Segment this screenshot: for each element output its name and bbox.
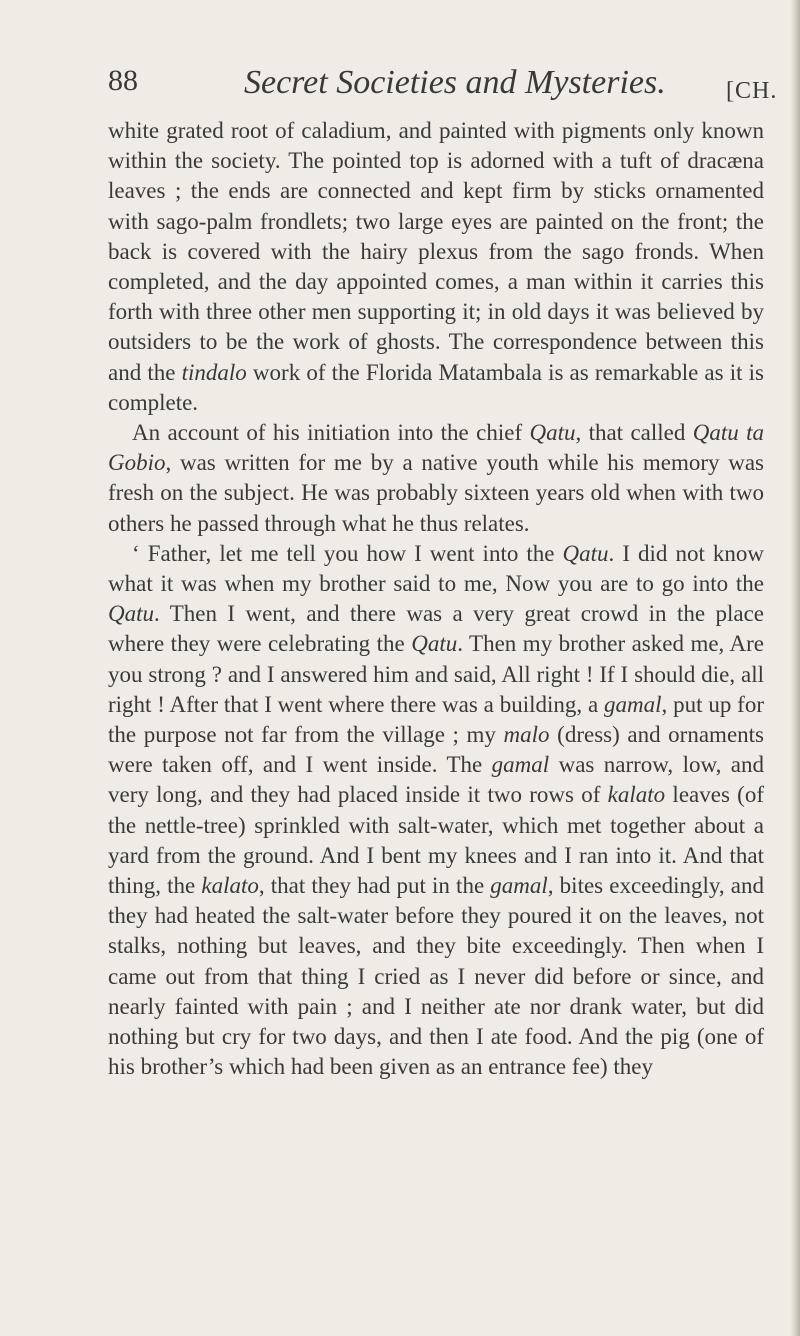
italic-term: Qatu: [108, 601, 154, 627]
italic-term: gamal: [490, 873, 548, 899]
italic-term: Qatu ta Gobio: [108, 420, 764, 476]
page-edge-shadow: [790, 0, 800, 1336]
text-run: leaves (of the nettle-tree) sprinkled with salt-water, which met together about a yard from the ground. And I bent my knees and I ran into it. And that thing, the: [108, 782, 764, 899]
italic-term: gamal: [491, 752, 550, 778]
text-run: . Then I went, and there was a very great crowd in the place where they were celebrating the: [108, 601, 764, 657]
text-run: , was written for me by a native youth while his memory was fresh on the subject. He was probably sixteen years old when with two others he passed through what he thus relates.: [108, 450, 764, 536]
text-run: . I did not know what it was when my brother said to me, Now you are to go into the: [108, 540, 764, 597]
text-run: (dress) and ornaments were taken off, and I went inside. The: [108, 722, 764, 778]
text-run: , put up for the purpose not far from the village ; my: [108, 691, 764, 748]
chapter-mark: [CH.: [726, 78, 778, 104]
italic-term: Qatu: [529, 420, 576, 446]
running-head: [108, 64, 778, 108]
page-number: 88: [108, 64, 138, 97]
paragraph: [108, 116, 764, 418]
italic-term: kalato: [201, 873, 259, 899]
italic-term: gamal: [604, 691, 662, 717]
italic-term: kalato: [607, 782, 666, 808]
italic-term: Qatu: [411, 631, 458, 657]
paragraph: [108, 418, 764, 539]
italic-term: Qatu: [562, 540, 609, 566]
italic-term: malo: [503, 722, 550, 748]
text-run: , bites exceedingly, and they had heated the salt-water before they poured it on the leaves, not stalks, nothing but leaves, and they bite exceedingly. Then when I came out from that thing I cried as I never did before or since, and nearly fainted with pain ; and I neither ate nor drank water, but did nothing but cry for two days, and then I ate food. And the pig (one of his brother’s which had been given as an entrance fee) they: [108, 873, 764, 1080]
text-run: An account of his initiation into the chief: [132, 420, 530, 446]
text-run: work of the Florida Matambala is as remarkable as it is complete.: [108, 359, 765, 415]
text-run: was narrow, low, and very long, and they had placed inside it two rows of: [108, 752, 764, 808]
paragraph: [108, 539, 764, 1083]
italic-term: tindalo: [181, 359, 247, 385]
text-run: , that they had put in the: [258, 873, 491, 899]
text-run: ‘ Father, let me tell you how I went into the: [132, 540, 563, 566]
text-run: white grated root of caladium, and painted with pigments only known within the society. The pointed top is adorned with a tuft of dracæna leaves ; the ends are connected and kept firm by sticks ornamented with sago-palm frondlets; two large eyes are painted on the front; the back is covered with the hairy plexus from the sago fronds. When completed, and the day appointed comes, a man within it carries this forth with three other men supporting it; in old days it was believed by outsiders to be the work of ghosts. The correspondence between this and the: [108, 118, 764, 385]
body-text: [108, 116, 764, 1083]
text-run: , that called: [575, 420, 693, 446]
text-run: . Then my brother asked me, Are you strong ? and I answered him and said, All right ! If I should die, all right ! After that I went where there was a building, a: [108, 631, 765, 717]
running-title: Secret Societies and Mysteries.: [244, 64, 666, 101]
